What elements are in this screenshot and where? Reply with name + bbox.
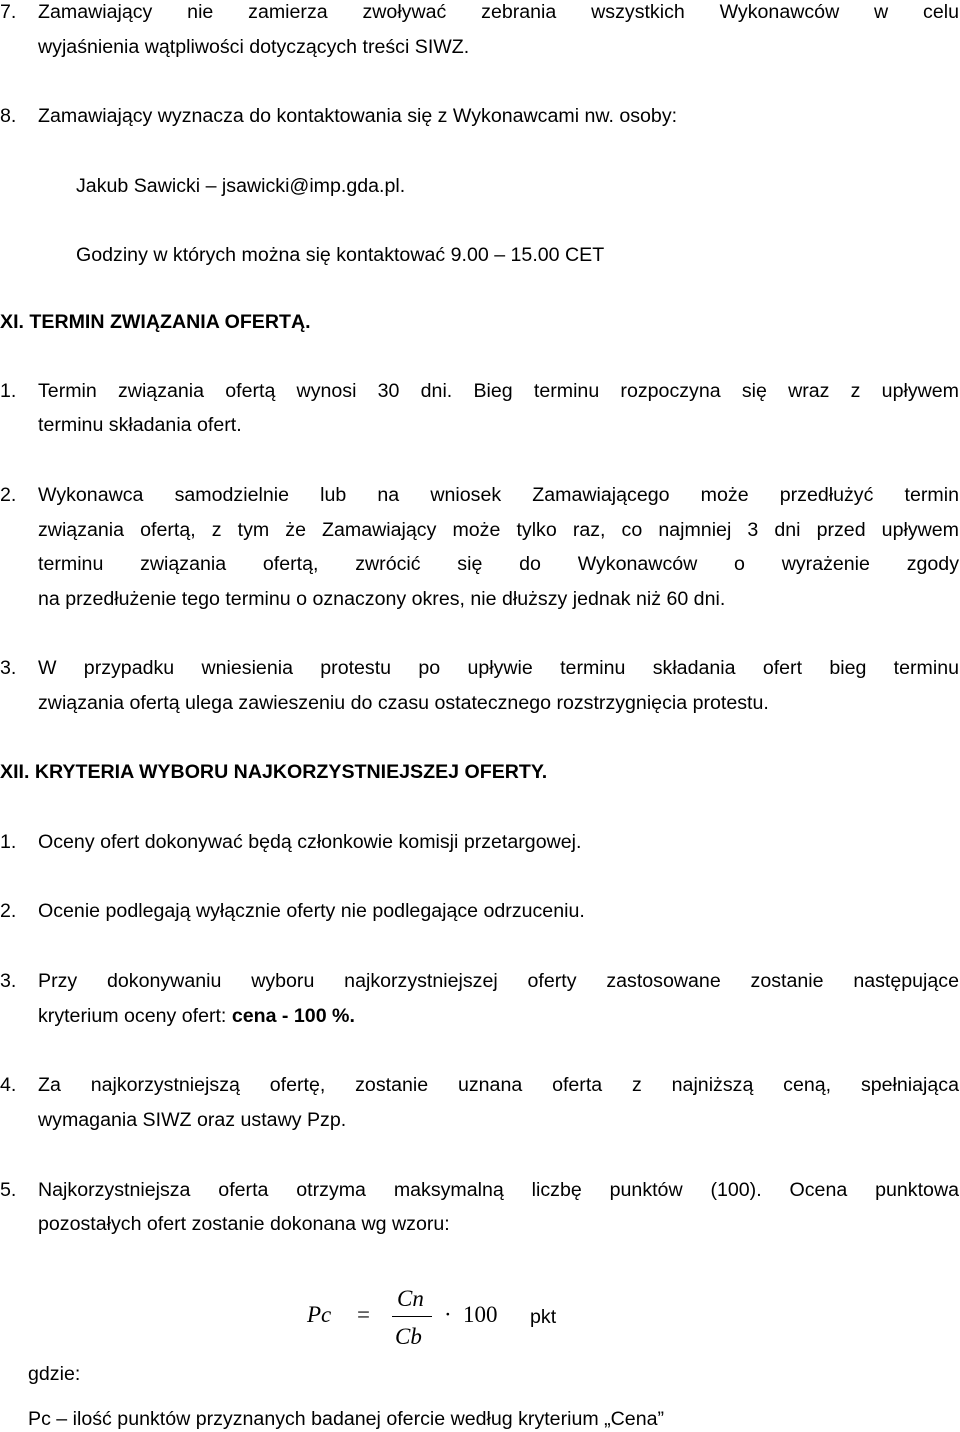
paragraph-line: Zamawiający wyznacza do kontaktowania się z Wykonawcami nw. osoby: xyxy=(38,105,678,127)
paragraph-line xyxy=(38,1004,355,1028)
formula-denominator: Cb xyxy=(395,1324,422,1349)
paragraph-line: wymagania SIWZ oraz ustawy Pzp. xyxy=(38,1109,347,1131)
contact-hours: Godziny w których można się kontaktować 9.00 – 15.00 CET xyxy=(76,244,605,266)
paragraph-line: związania ofertą, z tym że Zamawiający może tylko raz, co najmniej 3 dni przed upływem xyxy=(38,519,959,541)
item-number: 2. xyxy=(0,484,17,506)
formula-numerator: Cn xyxy=(397,1286,424,1311)
item-number: 3. xyxy=(0,657,17,679)
criterion-label: kryterium oceny ofert: xyxy=(38,1005,232,1027)
item-number: 1. xyxy=(0,831,17,853)
formula-equals: = xyxy=(357,1302,370,1327)
paragraph-line: Za najkorzystniejszą ofertę, zostanie uznana oferta z najniższą ceną, spełniająca xyxy=(38,1074,959,1096)
paragraph-line: wyjaśnienia wątpliwości dotyczących treści SIWZ. xyxy=(38,36,470,58)
where-label: gdzie: xyxy=(28,1363,81,1385)
paragraph-line: terminu składania ofert. xyxy=(38,414,242,436)
item-number: 3. xyxy=(0,970,17,992)
item-number: 1. xyxy=(0,380,17,402)
paragraph-line: Oceny ofert dokonywać będą członkowie komisji przetargowej. xyxy=(38,831,582,853)
paragraph-line: związania ofertą ulega zawieszeniu do czasu ostatecznego rozstrzygnięcia protestu. xyxy=(38,692,769,714)
paragraph-line: W przypadku wniesienia protestu po upływie terminu składania ofert bieg terminu xyxy=(38,657,959,679)
paragraph-line: Termin związania ofertą wynosi 30 dni. Bieg terminu rozpoczyna się wraz z upływem xyxy=(38,380,959,402)
contact-person: Jakub Sawicki – jsawicki@imp.gda.pl. xyxy=(76,175,406,197)
formula-factor: 100 xyxy=(463,1302,498,1327)
formula-dot: · xyxy=(444,1302,452,1327)
paragraph-line: Najkorzystniejsza oferta otrzyma maksymalną liczbę punktów (100). Ocena punktowa xyxy=(38,1179,959,1201)
paragraph-line: na przedłużenie tego terminu o oznaczony okres, nie dłuższy jednak niż 60 dni. xyxy=(38,588,726,610)
paragraph-line: Zamawiający nie zamierza zwoływać zebrania wszystkich Wykonawców w celu xyxy=(38,1,959,23)
item-number: 4. xyxy=(0,1074,17,1096)
formula-unit: pkt xyxy=(530,1306,557,1328)
item-number: 5. xyxy=(0,1179,17,1201)
paragraph-line: pozostałych ofert zostanie dokonana wg wzoru: xyxy=(38,1213,450,1235)
paragraph-line: terminu związania ofertą, zwrócić się do Wykonawców o wyrażenie zgody xyxy=(38,553,959,575)
paragraph-line: Przy dokonywaniu wyboru najkorzystniejszej oferty zastosowane zostanie następujące xyxy=(38,970,959,992)
item-number: 2. xyxy=(0,900,17,922)
paragraph-line: Ocenie podlegają wyłącznie oferty nie podlegające odrzuceniu. xyxy=(38,900,585,922)
formula-lhs: Pc xyxy=(307,1302,332,1327)
paragraph-line: Wykonawca samodzielnie lub na wniosek Zamawiającego może przedłużyć termin xyxy=(38,484,959,506)
section-heading: XI. TERMIN ZWIĄZANIA OFERTĄ. xyxy=(0,311,311,333)
pc-definition: Pc – ilość punktów przyznanych badanej ofercie według kryterium „Cena” xyxy=(28,1408,665,1430)
item-number: 8. xyxy=(0,105,17,127)
fraction-bar xyxy=(392,1316,432,1317)
section-heading: XII. KRYTERIA WYBORU NAJKORZYSTNIEJSZEJ OFERTY. xyxy=(0,761,548,783)
criterion-value: cena - 100 %. xyxy=(231,1005,355,1027)
item-number: 7. xyxy=(0,1,17,23)
